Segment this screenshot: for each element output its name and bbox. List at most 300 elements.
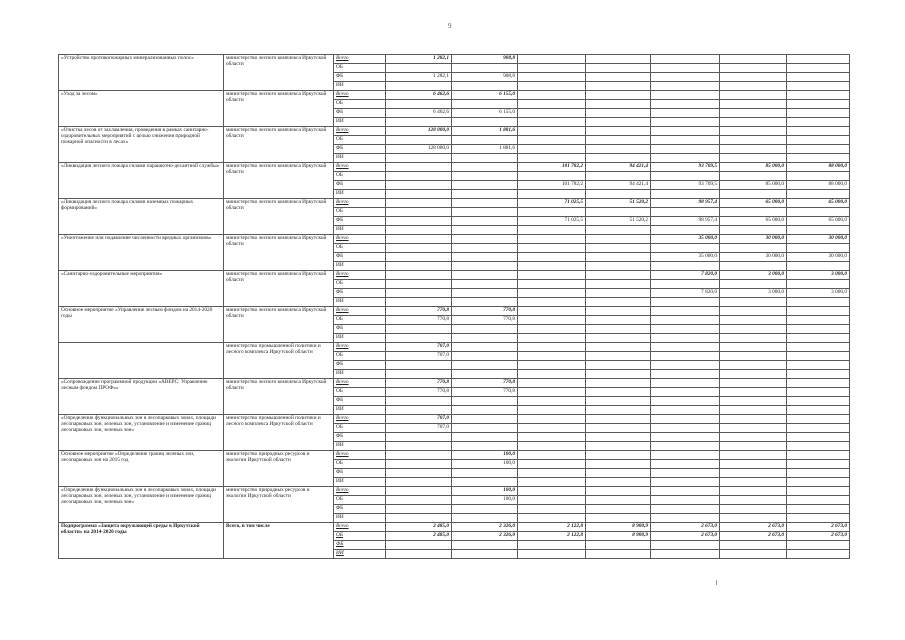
value-cell xyxy=(518,136,586,145)
value-cell xyxy=(518,541,586,550)
value-cell xyxy=(386,280,452,289)
value-cell xyxy=(586,334,651,343)
value-cell xyxy=(787,145,850,154)
value-cell: 128 000,0 xyxy=(386,127,452,136)
value-cell xyxy=(586,298,651,307)
value-cell xyxy=(386,298,452,307)
value-cell xyxy=(787,541,850,550)
value-cell xyxy=(586,388,651,397)
value-cell xyxy=(452,154,518,163)
value-cell xyxy=(586,172,651,181)
value-cell xyxy=(452,298,518,307)
value-cell xyxy=(787,352,850,361)
funding-source: Всего xyxy=(334,523,386,532)
value-cell xyxy=(586,316,651,325)
executor-name: министерство природных ресурсов и экологии Иркутской области xyxy=(224,487,334,523)
value-cell xyxy=(518,442,586,451)
funding-source: ИИ xyxy=(334,226,386,235)
value-cell xyxy=(386,433,452,442)
value-cell xyxy=(386,163,452,172)
funding-source: ФБ xyxy=(334,397,386,406)
value-cell xyxy=(720,379,787,388)
value-cell xyxy=(518,469,586,478)
value-cell: 2 122,8 xyxy=(518,523,586,532)
value-cell xyxy=(452,244,518,253)
executor-name: министерство лесного комплекса Иркутской области xyxy=(224,55,334,91)
value-cell: 85 000,0 xyxy=(720,181,787,190)
value-cell xyxy=(720,487,787,496)
value-cell xyxy=(518,334,586,343)
value-cell xyxy=(651,307,720,316)
value-cell xyxy=(452,361,518,370)
value-cell xyxy=(586,487,651,496)
value-cell xyxy=(452,406,518,415)
value-cell xyxy=(518,289,586,298)
value-cell xyxy=(386,370,452,379)
value-cell xyxy=(787,316,850,325)
value-cell xyxy=(518,253,586,262)
value-cell xyxy=(518,505,586,514)
measure-name: «Определение функциональных зон в лесопарковых зонах, площади лесопарковых зон, зеленых зон, установление и изменение границ лесопарковых зон, зеленых зон» xyxy=(59,415,224,451)
value-cell xyxy=(452,163,518,172)
value-cell xyxy=(452,226,518,235)
value-cell xyxy=(386,235,452,244)
value-cell xyxy=(651,64,720,73)
funding-source: ОБ xyxy=(334,208,386,217)
table-row xyxy=(59,307,850,316)
value-cell: 3 000,0 xyxy=(720,289,787,298)
value-cell xyxy=(586,406,651,415)
value-cell xyxy=(586,145,651,154)
value-cell xyxy=(787,478,850,487)
funding-source: ОБ xyxy=(334,460,386,469)
value-cell xyxy=(720,541,787,550)
value-cell xyxy=(720,343,787,352)
measure-name: «Очистка лесов от захламления, проведения в рамках санитарно-оздоровительных мероприятий с целью снижения природной пожарной опасности в лесах» xyxy=(59,127,224,163)
value-cell xyxy=(518,460,586,469)
value-cell xyxy=(651,460,720,469)
value-cell xyxy=(720,415,787,424)
value-cell xyxy=(586,73,651,82)
value-cell xyxy=(586,127,651,136)
value-cell xyxy=(518,415,586,424)
value-cell xyxy=(651,55,720,64)
executor-name: министерство лесного комплекса Иркутской области xyxy=(224,379,334,415)
value-cell: 2 122,8 xyxy=(518,532,586,541)
value-cell xyxy=(787,469,850,478)
value-cell xyxy=(651,91,720,100)
value-cell: 71 025,5 xyxy=(518,199,586,208)
value-cell xyxy=(787,64,850,73)
value-cell xyxy=(452,136,518,145)
value-cell xyxy=(720,307,787,316)
value-cell: 94 421,4 xyxy=(586,163,651,172)
table-row xyxy=(59,127,850,136)
measure-name: «Ликвидация лесного пожара силами наземных пожарных формирований» xyxy=(59,199,224,235)
value-cell xyxy=(720,298,787,307)
value-cell: 770,8 xyxy=(452,388,518,397)
value-cell: 1 881,6 xyxy=(452,127,518,136)
value-cell xyxy=(720,469,787,478)
value-cell xyxy=(386,154,452,163)
value-cell xyxy=(720,361,787,370)
value-cell xyxy=(720,514,787,523)
funding-source: ИИ xyxy=(334,406,386,415)
funding-source: Всего xyxy=(334,307,386,316)
value-cell xyxy=(518,100,586,109)
value-cell xyxy=(586,361,651,370)
value-cell xyxy=(386,208,452,217)
value-cell xyxy=(586,397,651,406)
measure-name: «Ликвидация лесного пожара силами парашютно-десантной службы» xyxy=(59,163,224,199)
value-cell xyxy=(787,451,850,460)
value-cell xyxy=(518,262,586,271)
value-cell xyxy=(386,496,452,505)
value-cell xyxy=(586,109,651,118)
value-cell xyxy=(787,118,850,127)
value-cell xyxy=(452,199,518,208)
executor-name: министерство природных ресурсов и экологии Иркутской области xyxy=(224,451,334,487)
funding-source: ИИ xyxy=(334,118,386,127)
scan-mark xyxy=(716,580,717,585)
value-cell xyxy=(586,343,651,352)
value-cell: 30 000,0 xyxy=(720,235,787,244)
value-cell: 65 000,0 xyxy=(787,199,850,208)
value-cell xyxy=(651,208,720,217)
value-cell xyxy=(586,550,651,559)
funding-source: ИИ xyxy=(334,298,386,307)
value-cell xyxy=(720,352,787,361)
value-cell xyxy=(518,487,586,496)
funding-source: ОБ xyxy=(334,424,386,433)
value-cell: 2 673,0 xyxy=(720,532,787,541)
executor-name: министерство лесного комплекса Иркутской области xyxy=(224,235,334,271)
value-cell xyxy=(720,478,787,487)
value-cell xyxy=(651,397,720,406)
value-cell xyxy=(586,352,651,361)
value-cell: 100,0 xyxy=(452,460,518,469)
value-cell xyxy=(586,82,651,91)
value-cell xyxy=(586,289,651,298)
value-cell xyxy=(518,73,586,82)
value-cell xyxy=(720,442,787,451)
value-cell: 65 000,0 xyxy=(720,217,787,226)
value-cell xyxy=(720,82,787,91)
value-cell xyxy=(787,244,850,253)
funding-source: Всего xyxy=(334,199,386,208)
value-cell xyxy=(452,505,518,514)
value-cell xyxy=(720,334,787,343)
value-cell xyxy=(386,325,452,334)
value-cell xyxy=(787,460,850,469)
value-cell xyxy=(386,442,452,451)
value-cell xyxy=(720,100,787,109)
value-cell xyxy=(787,298,850,307)
value-cell xyxy=(386,469,452,478)
value-cell xyxy=(651,379,720,388)
value-cell xyxy=(518,226,586,235)
value-cell xyxy=(720,91,787,100)
value-cell: 3 000,0 xyxy=(787,289,850,298)
value-cell xyxy=(452,172,518,181)
executor-name: министерство лесного комплекса Иркутской области xyxy=(224,271,334,307)
value-cell xyxy=(452,352,518,361)
value-cell xyxy=(787,514,850,523)
value-cell xyxy=(651,100,720,109)
value-cell xyxy=(586,460,651,469)
value-cell xyxy=(518,235,586,244)
value-cell xyxy=(518,316,586,325)
value-cell xyxy=(452,271,518,280)
value-cell xyxy=(651,280,720,289)
funding-source: ИИ xyxy=(334,334,386,343)
funding-source: Всего xyxy=(334,271,386,280)
value-cell: 7 820,0 xyxy=(651,289,720,298)
measure-name: «Уничтожение или подавление численности вредных организмов» xyxy=(59,235,224,271)
value-cell xyxy=(651,478,720,487)
value-cell xyxy=(651,334,720,343)
value-cell xyxy=(386,397,452,406)
value-cell xyxy=(386,262,452,271)
value-cell xyxy=(518,55,586,64)
funding-source: ОБ xyxy=(334,244,386,253)
funding-source: ОБ xyxy=(334,64,386,73)
value-cell xyxy=(452,469,518,478)
value-cell xyxy=(518,91,586,100)
value-cell xyxy=(518,496,586,505)
value-cell xyxy=(720,433,787,442)
value-cell: 770,8 xyxy=(386,379,452,388)
value-cell xyxy=(386,253,452,262)
value-cell xyxy=(386,541,452,550)
funding-source: ФБ xyxy=(334,289,386,298)
value-cell: 2 673,0 xyxy=(651,523,720,532)
funding-source: ОБ xyxy=(334,388,386,397)
value-cell: 101 782,2 xyxy=(518,181,586,190)
funding-source: ФБ xyxy=(334,469,386,478)
funding-source: ОБ xyxy=(334,280,386,289)
value-cell xyxy=(651,127,720,136)
value-cell xyxy=(452,118,518,127)
value-cell: 65 000,0 xyxy=(787,217,850,226)
value-cell xyxy=(586,271,651,280)
value-cell xyxy=(518,280,586,289)
value-cell: 30 000,0 xyxy=(787,235,850,244)
value-cell xyxy=(651,487,720,496)
value-cell xyxy=(452,325,518,334)
funding-source: Всего xyxy=(334,127,386,136)
measure-name: «Сопровождение программной продукции «АВЕРС: Управление лесным фондом ПРОФ»» xyxy=(59,379,224,415)
value-cell xyxy=(787,334,850,343)
value-cell xyxy=(586,136,651,145)
funding-source: ИИ xyxy=(334,82,386,91)
value-cell xyxy=(586,541,651,550)
value-cell xyxy=(651,415,720,424)
funding-source: ИИ xyxy=(334,154,386,163)
value-cell xyxy=(386,181,452,190)
value-cell xyxy=(651,361,720,370)
value-cell xyxy=(787,280,850,289)
value-cell xyxy=(386,226,452,235)
measure-name: «Определение функциональных зон в лесопарковых зонах, площади лесопарковых зон, зеленых зон, установление и изменение границ лесопарковых зон, зеленых зон» xyxy=(59,487,224,523)
value-cell xyxy=(386,514,452,523)
measure-name xyxy=(59,343,224,379)
value-cell xyxy=(386,550,452,559)
value-cell xyxy=(452,415,518,424)
value-cell xyxy=(452,82,518,91)
funding-source: ФБ xyxy=(334,109,386,118)
value-cell xyxy=(586,154,651,163)
value-cell: 7 820,0 xyxy=(651,271,720,280)
measure-name: Подпрограмма «Защита окружающей среды в Иркутской области» на 2014-2020 годы xyxy=(59,523,224,559)
value-cell xyxy=(586,244,651,253)
executor-name: Всего, в том числе xyxy=(224,523,334,559)
value-cell xyxy=(518,118,586,127)
value-cell: 98 957,4 xyxy=(651,217,720,226)
value-cell xyxy=(452,442,518,451)
value-cell xyxy=(651,406,720,415)
value-cell: 770,8 xyxy=(452,307,518,316)
value-cell xyxy=(586,118,651,127)
value-cell: 707,0 xyxy=(386,424,452,433)
executor-name: министерство лесного комплекса Иркутской области xyxy=(224,127,334,163)
value-cell xyxy=(787,487,850,496)
value-cell xyxy=(651,550,720,559)
executor-name: министерство лесного комплекса Иркутской области xyxy=(224,163,334,199)
value-cell xyxy=(518,244,586,253)
funding-source: ОБ xyxy=(334,352,386,361)
value-cell xyxy=(586,379,651,388)
value-cell: 93 709,5 xyxy=(651,163,720,172)
value-cell xyxy=(720,226,787,235)
value-cell xyxy=(720,244,787,253)
value-cell xyxy=(720,280,787,289)
value-cell xyxy=(720,154,787,163)
value-cell xyxy=(720,262,787,271)
value-cell xyxy=(586,433,651,442)
value-cell xyxy=(651,541,720,550)
value-cell xyxy=(586,100,651,109)
value-cell xyxy=(651,73,720,82)
value-cell: 770,8 xyxy=(452,316,518,325)
value-cell xyxy=(452,424,518,433)
value-cell xyxy=(386,334,452,343)
value-cell xyxy=(452,397,518,406)
value-cell xyxy=(518,325,586,334)
value-cell xyxy=(586,325,651,334)
value-cell xyxy=(452,514,518,523)
value-cell xyxy=(720,388,787,397)
value-cell xyxy=(651,136,720,145)
value-cell xyxy=(787,361,850,370)
value-cell xyxy=(720,424,787,433)
value-cell: 85 000,0 xyxy=(720,163,787,172)
value-cell xyxy=(518,397,586,406)
funding-source: ИИ xyxy=(334,190,386,199)
table-row xyxy=(59,343,850,352)
value-cell xyxy=(586,64,651,73)
value-cell xyxy=(651,316,720,325)
value-cell: 3 000,0 xyxy=(720,271,787,280)
value-cell xyxy=(586,415,651,424)
value-cell xyxy=(651,496,720,505)
value-cell xyxy=(386,289,452,298)
funding-source: ИИ xyxy=(334,262,386,271)
value-cell xyxy=(586,307,651,316)
table-row xyxy=(59,451,850,460)
value-cell xyxy=(452,208,518,217)
value-cell: 35 000,0 xyxy=(651,253,720,262)
value-cell xyxy=(651,343,720,352)
value-cell xyxy=(651,442,720,451)
value-cell xyxy=(586,496,651,505)
value-cell xyxy=(518,478,586,487)
value-cell: 100,0 xyxy=(452,487,518,496)
value-cell xyxy=(651,388,720,397)
funding-source: ФБ xyxy=(334,145,386,154)
budget-table-body xyxy=(59,55,850,559)
value-cell xyxy=(586,262,651,271)
value-cell: 2 673,0 xyxy=(720,523,787,532)
page-number: 9 xyxy=(448,22,452,30)
value-cell xyxy=(720,73,787,82)
value-cell xyxy=(386,244,452,253)
value-cell xyxy=(586,442,651,451)
value-cell xyxy=(651,505,720,514)
value-cell xyxy=(720,109,787,118)
value-cell xyxy=(452,64,518,73)
table-row xyxy=(59,415,850,424)
value-cell: 30 000,0 xyxy=(787,253,850,262)
table-row xyxy=(59,55,850,64)
value-cell xyxy=(518,82,586,91)
value-cell: 128 000,0 xyxy=(386,145,452,154)
value-cell: 707,0 xyxy=(386,352,452,361)
value-cell xyxy=(518,514,586,523)
value-cell xyxy=(518,145,586,154)
funding-source: ИИ xyxy=(334,550,386,559)
funding-source: ФБ xyxy=(334,253,386,262)
value-cell xyxy=(651,244,720,253)
measure-name: «Санитарно-оздоровительные мероприятия» xyxy=(59,271,224,307)
value-cell xyxy=(386,406,452,415)
value-cell xyxy=(787,127,850,136)
value-cell xyxy=(651,262,720,271)
funding-source: Всего xyxy=(334,163,386,172)
value-cell: 8 900,9 xyxy=(586,532,651,541)
value-cell xyxy=(720,505,787,514)
funding-source: ИИ xyxy=(334,514,386,523)
funding-source: ИИ xyxy=(334,478,386,487)
value-cell xyxy=(386,451,452,460)
value-cell xyxy=(651,325,720,334)
value-cell xyxy=(787,190,850,199)
value-cell xyxy=(720,451,787,460)
value-cell: 2 326,0 xyxy=(452,523,518,532)
value-cell xyxy=(651,118,720,127)
value-cell xyxy=(452,334,518,343)
executor-name: министерство промышленной политики и лесного комплекса Иркутской области xyxy=(224,343,334,379)
table-row xyxy=(59,271,850,280)
table-row xyxy=(59,235,850,244)
value-cell xyxy=(651,451,720,460)
value-cell xyxy=(651,514,720,523)
value-cell: 88 000,0 xyxy=(787,181,850,190)
value-cell xyxy=(452,280,518,289)
value-cell xyxy=(720,208,787,217)
value-cell xyxy=(586,91,651,100)
funding-source: Всего xyxy=(334,415,386,424)
